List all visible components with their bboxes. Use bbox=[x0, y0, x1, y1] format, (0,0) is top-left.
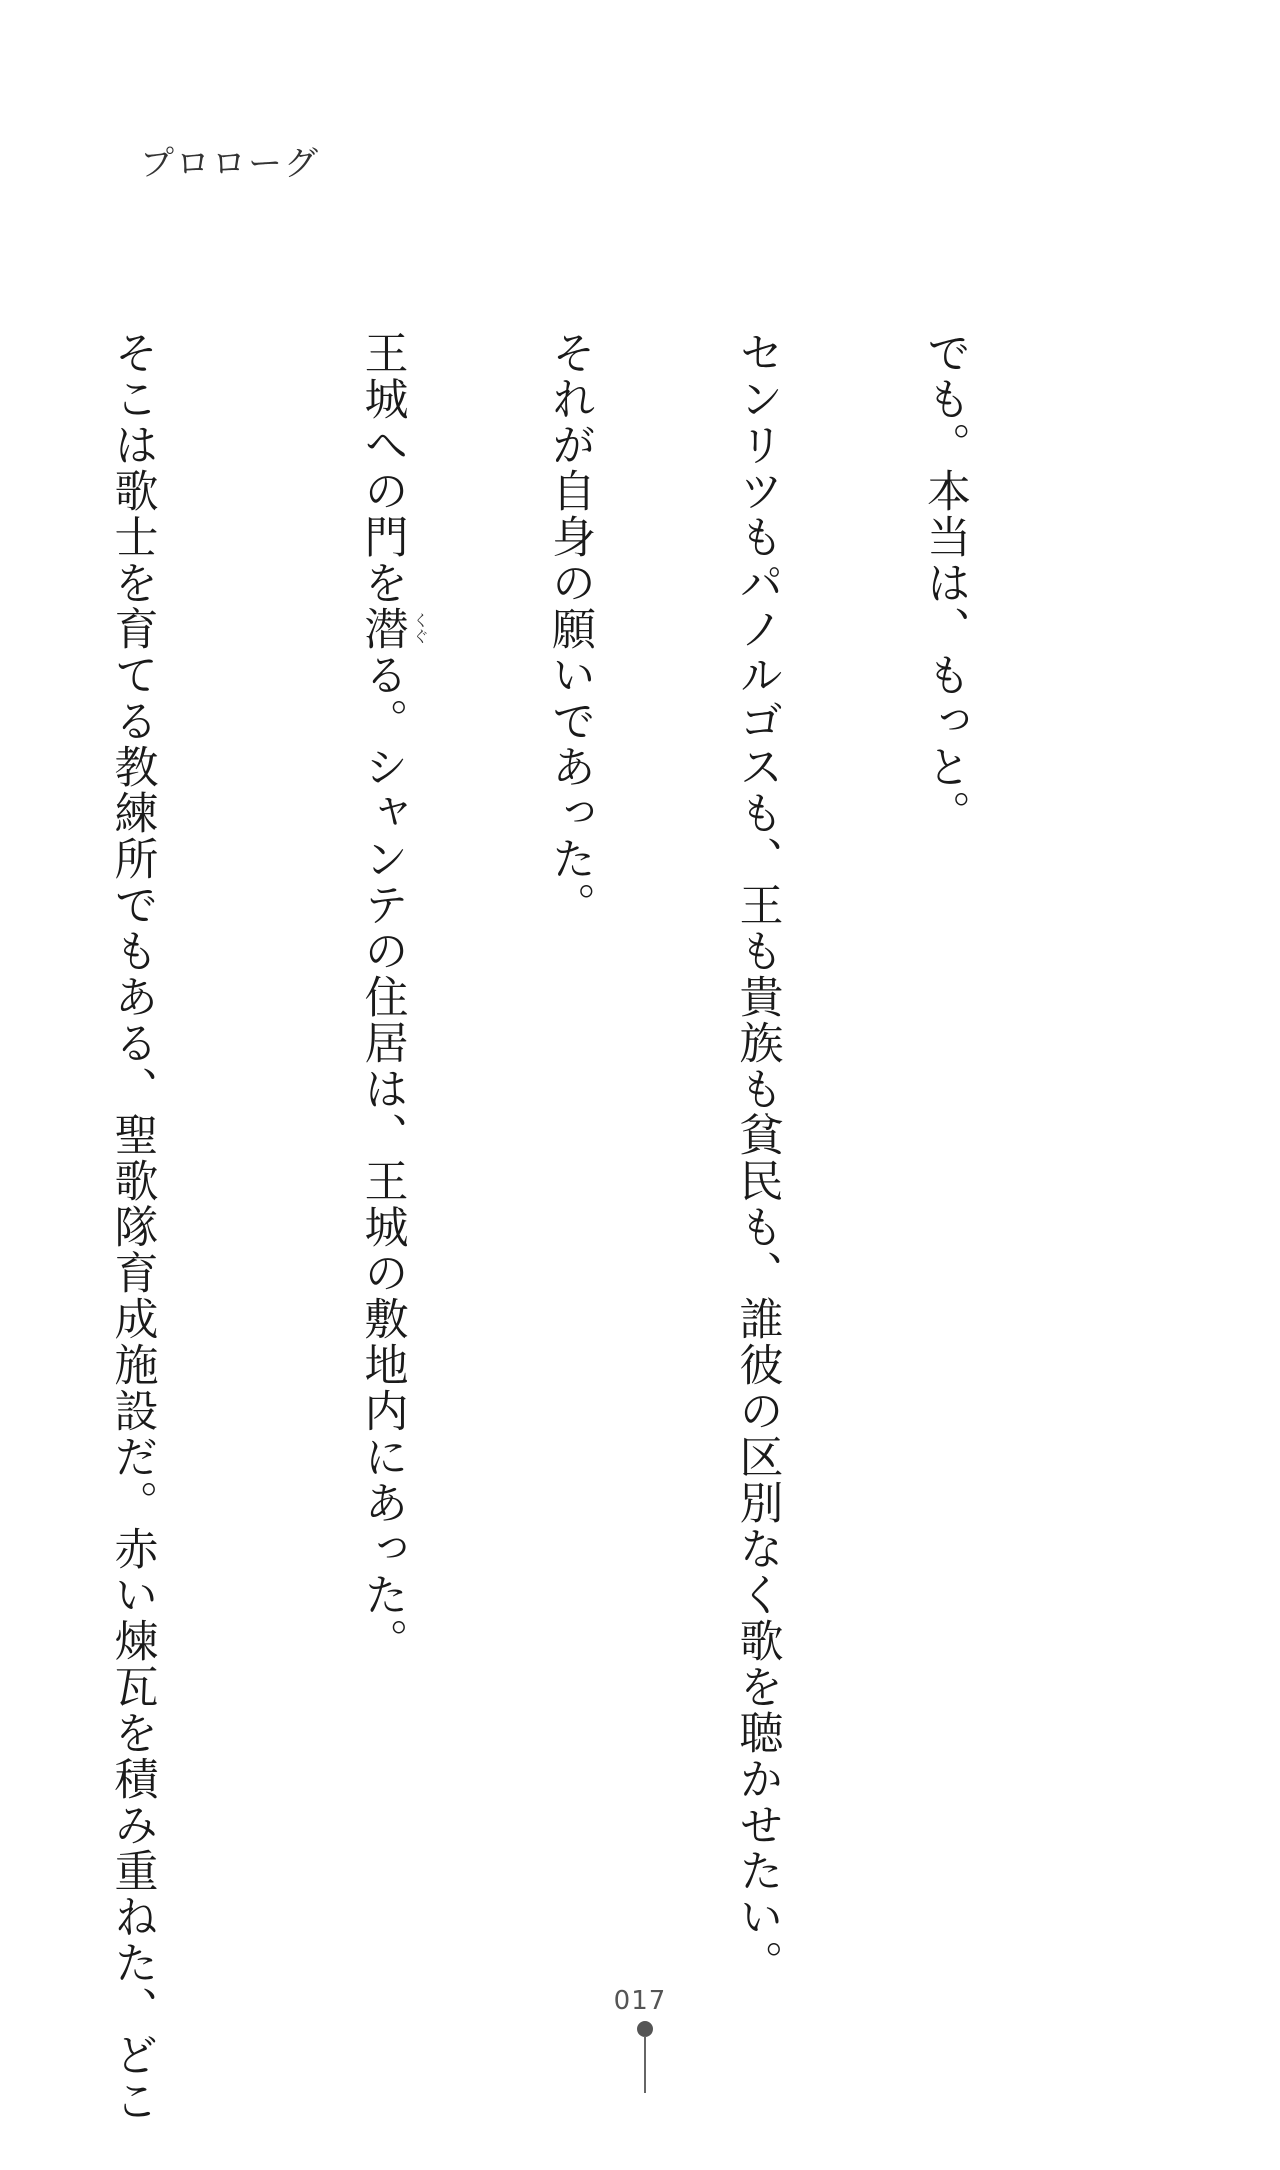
text-fragment: 王城への門を bbox=[356, 330, 408, 606]
text-line-with-ruby bbox=[350, 330, 430, 1890]
text-line: そこは歌士を育てる教練所でもある、聖歌隊育成施設だ。赤い煉瓦を積み重ねた、どこ bbox=[106, 330, 158, 2124]
page-number: 017 bbox=[613, 1986, 667, 2016]
page-marker-line bbox=[644, 2036, 646, 2093]
text-line: センリツもパノルゴスも、王も貴族も貧民も、誰彼の区別なく歌を聴かせたい。 bbox=[731, 330, 783, 1986]
ruby-word bbox=[356, 606, 430, 652]
page-marker-dot bbox=[637, 2021, 653, 2037]
text-line: それが自身の願いであった。 bbox=[544, 330, 595, 928]
text-fragment: る。シャンテの住居は、王城の敷地内にあった。 bbox=[356, 652, 408, 1664]
chapter-title: プロローグ bbox=[140, 144, 320, 184]
text-line: でも。本当は、もっと。 bbox=[919, 330, 970, 836]
ruby-reading: くぐ bbox=[410, 612, 430, 644]
ruby-base: 潜 bbox=[356, 606, 408, 652]
